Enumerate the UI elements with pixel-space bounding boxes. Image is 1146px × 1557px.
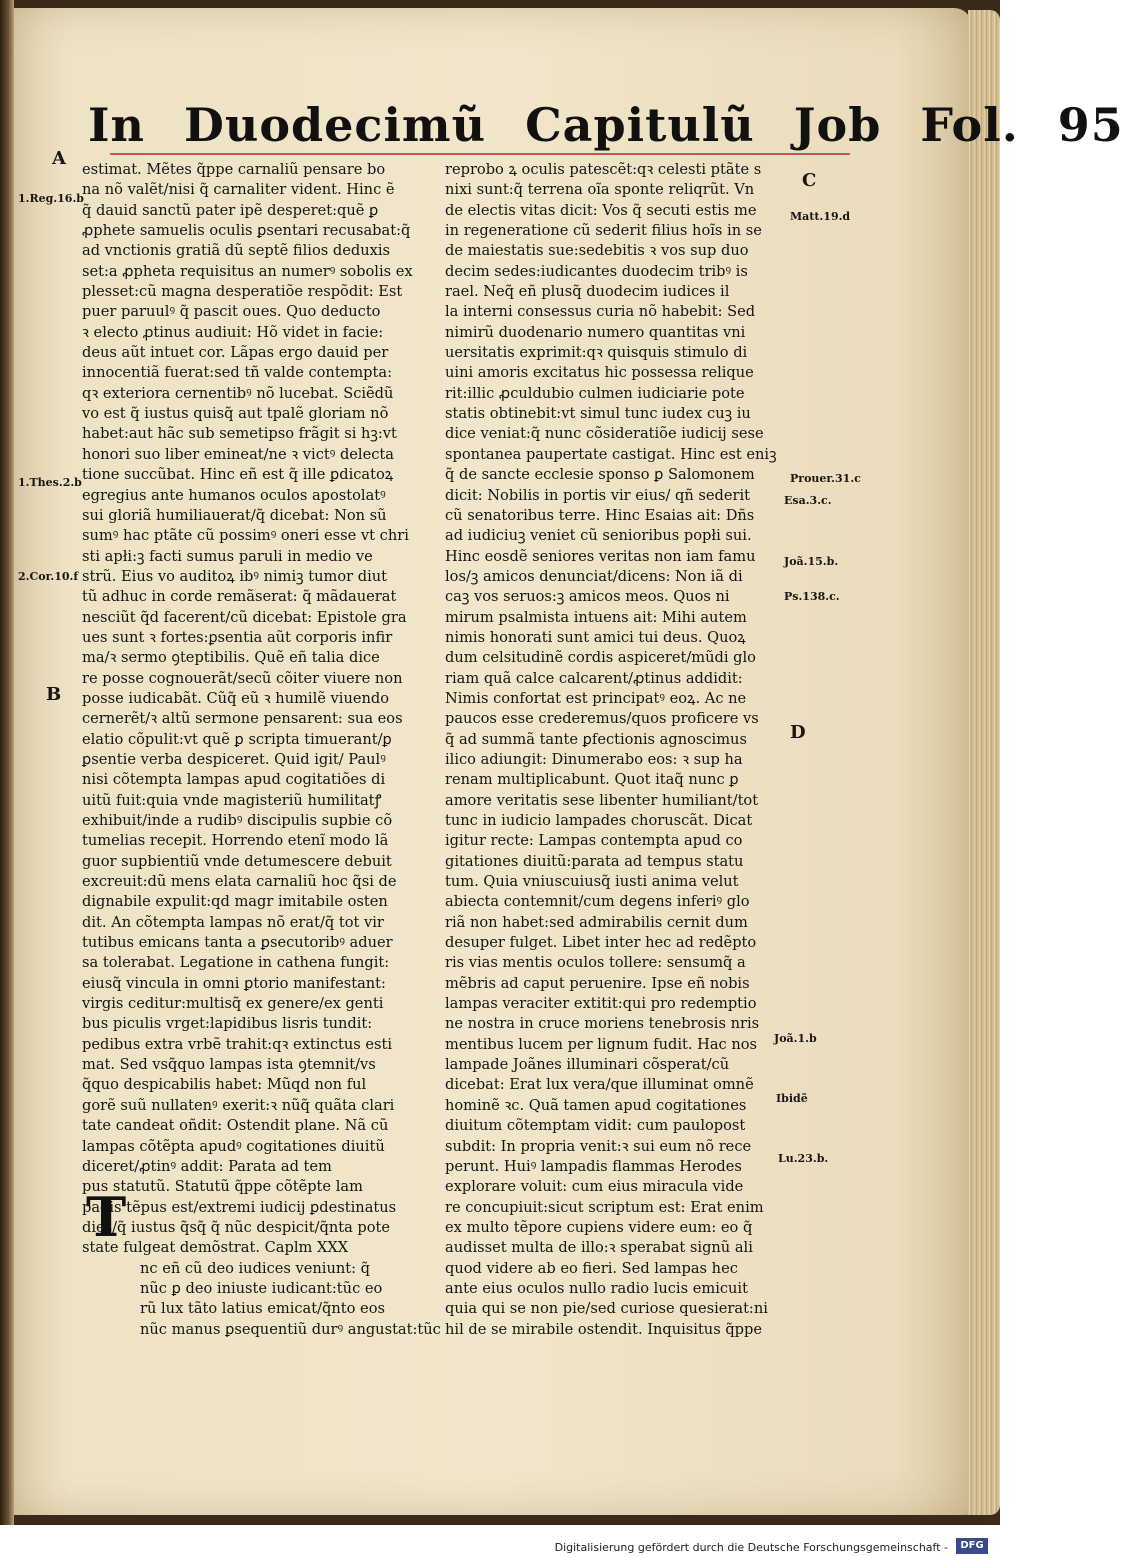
text-line: lampas cõtẽpta apudꝰ cogitationes diuitũ [82,1137,385,1155]
text-line: ꝓphete samuelis oculis ꝑsentari recusabat:q̃ [82,222,411,240]
text-line: ꝑsentie verba despiceret. Quid igit/ Paulꝰ [82,750,386,768]
margin-note-prouer: Prouer.31.c [790,472,861,485]
text-line: ad iudiciuꝫ veniet cũ senioribus popłi sui. [445,527,752,545]
head-underline [110,153,850,155]
text-line: sa tolerabat. Legatione in cathena fungit: [82,954,390,972]
text-line: bus piculis vrget:lapidibus lisris tundit: [82,1015,373,1033]
text-line: habet:aut hãc sub semetipso frãgit si hꝫ:vt [82,425,397,443]
text-line: estimat. Mẽtes q̃ppe carnaliũ pensare bo [82,161,386,178]
page-fore-edge [968,10,1000,1515]
text-line: puer paruulꝰ q̃ pascit oues. Quo deducto [82,303,381,321]
text-line: tumelias recepit. Horrendo etenĩ modo lã [82,832,389,850]
margin-note-jo1: Joã.1.b [774,1032,817,1045]
text-line: nixi sunt:q̃ terrena oĩa sponte reliqrũt. Vn [445,181,755,199]
running-head-word: Fol. [920,98,1019,152]
text-line: guor supbientiũ vnde detumescere debuit [82,852,392,870]
text-line: dice veniat:q̃ nunc cõsideratiõe iudicij sese [445,425,764,443]
text-line: honori suo liber emineat/ne ꝛ victꝰ delecta [82,445,394,463]
text-line: uini amoris excitatus hic possessa relique [445,364,754,382]
text-line: nũc manus ꝑsequentiũ durꝰ angustat:tũc [140,1320,441,1338]
text-line: mat. Sed vsq̃quo lampas ista ꝯtemnit/vs [82,1056,376,1074]
text-line: excreuit:dũ mens elata carnaliũ hoc q̃si de [82,873,397,891]
text-line: mirum psalmista intuens ait: Mihi autem [445,608,747,626]
text-line: in regeneratione cũ sederit filius hoĩs in se [445,222,762,240]
text-line: egregius ante humanos oculos apostolatꝰ [82,486,386,504]
text-line: qꝛ exteriora cernentibꝰ nõ lucebat. Sciẽdũ [82,384,394,402]
text-line: ues sunt ꝛ fortes:ꝑsentia aũt corporis infir [82,628,393,646]
text-line: plesset:cũ magna desperatiõe respõdit: Est [82,283,403,301]
margin-note-matt: Matt.19.d [790,210,851,223]
text-line: amore veritatis sese libenter humiliant/tot [445,791,759,809]
text-line: spontanea paupertate castigat. Hinc est eniꝫ [445,445,777,463]
text-line: hominẽ ꝛc. Quã tamen apud cogitationes [445,1096,747,1114]
margin-note-jo15: Joã.15.b. [784,555,839,568]
text-line: rael. Neq̃ eñ plusq̃ duodecim iudices il [445,283,730,301]
text-line: sumꝰ hac ptãte cũ possimꝰ oneri esse vt chri [82,527,409,545]
text-line: riam quã calce calcarent/ꝓtinus addidit: [445,669,743,687]
text-line: padis tẽpus est/extremi iudicij ꝑdestinatus [82,1198,397,1216]
text-line: uersitatis exprimit:qꝛ quisquis stimulo di [445,344,748,362]
text-line: paucos esse crederemus/quos proficere vs [445,710,759,728]
text-line: nũc ꝑ deo iniuste iudicant:tũc eo [140,1279,383,1297]
folio-number: 95 [1057,98,1124,152]
text-line: dignabile expulit:qd magr imitabile osten [82,893,388,911]
text-line: strũ. Eius vo auditoꝝ ibꝰ nimiꝫ tumor diut [82,567,388,585]
text-line: tum. Quia vniuscuiusq̃ iusti anima velut [445,873,739,891]
running-head-word: Duodecimũ [183,98,487,152]
text-line: ma/ꝛ sermo ꝯteptibilis. Quẽ eñ talia dice [82,649,380,667]
text-line: explorare voluit: cum eius miracula vide [445,1178,744,1196]
text-line: reprobo ꝝ oculis patescẽt:qꝛ celesti ptãte s [445,161,762,178]
text-line: gorẽ suũ nullatenꝰ exerit:ꝛ nũq̃ quãta clari [82,1096,395,1114]
text-line: riã non habet:sed admirabilis cernit dum [445,913,748,931]
text-line: dicebat: Erat lux vera/que illuminat omnẽ [445,1076,754,1094]
text-line: diuitum cõtemptam vidit: cum paulopost [445,1117,746,1135]
text-line: la interni consessus curia nõ habebit: Sed [445,303,756,321]
margin-note-ibid: Ibidẽ [776,1092,808,1105]
text-line: dicit: Nobilis in portis vir eius/ qñ sederit [445,486,751,504]
text-line: quia qui se non pie/sed curiose quesierat:ni [445,1300,768,1318]
text-line: ex multo tẽpore cupiens videre eum: eo q̃ [445,1218,753,1236]
footer-credit: Digitalisierung gefördert durch die Deutsche Forschungsgemeinschaft - [554,1541,948,1554]
text-line: q̃ ad summã tante ꝑfectionis agnoscimus [445,730,747,748]
text-line: mentibus lucem per lignum fudit. Hac nos [445,1035,758,1053]
text-line: decim sedes:iudicantes duodecim tribꝰ is [445,262,748,280]
text-line: eiusq̃ vincula in omni ꝑtorio manifestant: [82,974,386,992]
text-line: gitationes diuitũ:parata ad tempus statu [445,852,744,870]
text-line: exhibuit/inde a rudibꝰ discipulis supbie cõ [82,812,393,829]
margin-note-esa: Esa.3.c. [784,494,832,507]
margin-note-ps: Ps.138.c. [784,590,840,603]
text-line: hil de se mirabile ostendit. Inquisitus q̃ppe [445,1320,763,1338]
text-line: renam multiplicabunt. Quot itaq̃ nunc ꝑ [445,771,739,789]
text-line: statis obtinebit:vt simul tunc iudex cuꝫ iu [445,405,751,423]
text-line: dies/q̃ iustus q̃sq̃ q̃ nũc despicit/q̃nta pote [82,1218,391,1236]
right-text-column [445,160,783,1338]
text-line: nimis honorati sunt amici tui deus. Quoꝝ [445,628,746,646]
text-line: nc eñ cũ deo iudices veniunt: q̃ [140,1259,371,1277]
text-line: pus statutũ. Statutũ q̃ppe cõtẽpte lam [82,1178,363,1196]
section-letter-a: A [52,148,66,169]
text-line: quod videre ab eo fieri. Sed lampas hec [445,1259,738,1277]
text-line: tutibus emicans tanta a ꝑsecutoribꝰ aduer [82,934,393,952]
text-line: uitũ fuit:quia vnde magisteriũ humilitatꝭ [82,791,382,809]
text-line: Hinc eosdẽ seniores veritas non iam famu [445,547,756,565]
chapter-initial-letter: T [86,1185,127,1249]
text-line: nisi cõtempta lampas apud cogitatiões di [82,771,386,789]
text-line: caꝫ vos seruos:ꝫ amicos meos. Quos ni [445,588,730,606]
text-line: ad vnctionis gratiã dũ septẽ filios deduxis [82,242,390,260]
text-line: rit:illic ꝓculdubio culmen iudiciarie pote [445,384,745,402]
text-line: de electis vitas dicit: Vos q̃ secuti estis me [445,201,757,219]
text-line: q̃ de sancte ecclesie sponso ꝑ Salomonem [445,466,755,484]
text-line: ꝛ electo ꝓtinus audiuit: Hõ videt in facie: [82,323,384,341]
text-line: nimirũ duodenario numero quantitas vni [445,323,746,341]
text-line: tate candeat oñdit: Ostendit plane. Nã cũ [82,1117,389,1135]
text-line: mẽbris ad caput peruenire. Ipse eñ nobis [445,974,750,992]
margin-note-lu: Lu.23.b. [778,1152,829,1165]
running-head-word: Job [793,98,882,152]
dfg-logo: DFG [956,1538,988,1554]
text-line: state fulgeat demõstrat. Caplm XXX [82,1239,349,1257]
text-line: q̃ dauid sanctũ pater ipẽ desperet:quẽ ꝑ [82,201,379,219]
text-line: dum celsitudinẽ cordis aspiceret/mũdi glo [445,649,756,667]
text-line: re posse cognouerãt/secũ cõiter viuere non [82,669,403,687]
text-line: deus aũt intuet cor. Lãpas ergo dauid per [82,344,389,362]
running-head [88,98,1124,160]
text-line: sui gloriã humiliauerat/q̃ dicebat: Non sũ [82,506,387,524]
text-line: cũ senatoribus terre. Hinc Esaias ait: Dñs [445,506,755,524]
margin-note-reg: 1.Reg.16.b [18,192,84,205]
text-line: elatio cõpulit:vt quẽ ꝑ scripta timuerant/ꝑ [82,730,392,748]
running-head-word: Capitulũ [525,98,755,152]
margin-note-thes: 1.Thes.2.b [18,476,82,489]
text-line: cernerẽt/ꝛ altũ sermone pensarent: sua eos [82,710,403,728]
text-line: los/ꝫ amicos denunciat/dicens: Non iã di [445,567,743,585]
text-line: Nimis confortat est principatꝰ eoꝝ. Ac ne [445,689,747,707]
text-line: sti apłi:ꝫ facti sumus paruli in medio ve [82,547,373,565]
text-line: tunc in iudicio lampades choruscãt. Dicat [445,812,753,829]
text-line: ris vias mentis oculos tollere: sensumq̃ a [445,954,746,972]
text-line: re concupiuit:sicut scriptum est: Erat enim [445,1198,764,1216]
text-line: ilico adiungit: Dinumerabo eos: ꝛ sup ha [445,750,743,768]
margin-note-cor: 2.Cor.10.f [18,570,79,583]
text-line: rũ lux tãto latius emicat/q̃nto eos [140,1300,385,1318]
book-gutter [0,0,14,1525]
text-line: virgis ceditur:multisq̃ ex genere/ex genti [82,995,384,1013]
text-line: perunt. Huiꝰ lampadis flammas Herodes [445,1157,742,1175]
text-line: audisset multa de illo:ꝛ sperabat signũ ali [445,1239,753,1257]
section-letter-c: C [802,170,817,191]
text-line: diceret/ꝓtinꝰ addit: Parata ad tem [82,1157,332,1175]
text-line: nesciũt q̃d facerent/cũ dicebat: Epistole gra [82,608,407,626]
text-line: pedibus extra vrbẽ trahit:qꝛ extinctus esti [82,1035,393,1053]
text-line: lampas veraciter extitit:qui pro redemptio [445,995,757,1013]
text-line: posse iudicabãt. Cũq̃ eũ ꝛ humilẽ viuendo [82,689,390,707]
text-line: dit. An cõtempta lampas nõ erat/q̃ tot vir [82,913,384,931]
running-head-word: In [88,98,145,152]
left-text-column [82,160,441,1338]
section-letter-b: B [46,684,62,705]
text-line: de maiestatis sue:sedebitis ꝛ vos sup duo [445,242,749,260]
text-line: innocentiã fuerat:sed tñ valde contempta: [82,364,392,382]
text-line: lampade Joãnes illuminari cõsperat/cũ [445,1056,730,1074]
text-line: vo est q̃ iustus quisq̃ aut tpalẽ gloriam nõ [82,405,389,423]
section-letter-d: D [790,722,806,743]
text-line: subdit: In propria venit:ꝛ sui eum nõ rece [445,1137,752,1155]
text-line: ne nostra in cruce moriens tenebrosis nris [445,1015,760,1033]
text-line: tione succũbat. Hinc eñ est q̃ ille ꝑdicatoꝝ [82,466,394,484]
text-line: abiecta contemnit/cum degens inferiꝰ glo [445,893,750,911]
text-line: na nõ valẽt/nisi q̃ carnaliter vident. Hinc ẽ [82,181,395,199]
text-line: set:a ꝓpheta requisitus an numerꝰ sobolis ex [82,262,413,280]
text-line: desuper fulget. Libet inter hec ad redẽpto [445,934,757,952]
text-line: ante eius oculos nullo radio lucis emicuit [445,1279,748,1297]
text-line: igitur recte: Lampas contempta apud co [445,832,743,850]
text-line: tũ adhuc in corde remãserat: q̃ mãdauerat [82,588,397,606]
text-line: q̃quo despicabilis habet: Mũqd non ful [82,1076,367,1094]
